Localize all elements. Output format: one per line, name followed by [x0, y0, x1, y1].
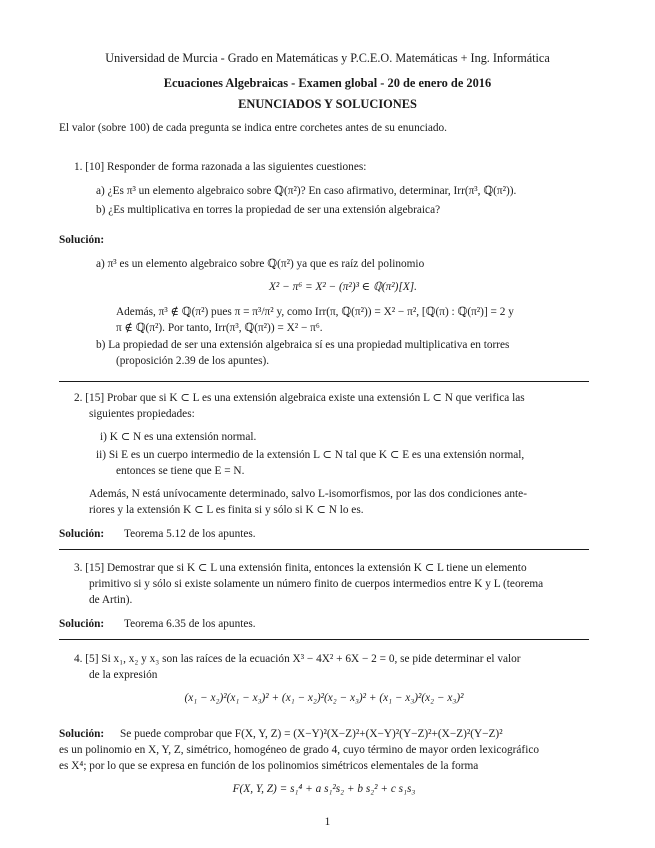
institution-header: Universidad de Murcia - Grado en Matemáticas y P.C.E.O. Matemáticas + Ing. Informática	[105, 51, 550, 65]
q2-solution-label: Solución:	[59, 528, 105, 540]
q1-solution-b-line2: (proposición 2.39 de los apuntes).	[116, 355, 270, 367]
q4-solution-label: Solución:	[59, 728, 105, 740]
q4-expression: (x₁ − x₂)²(x₁ − x₃)² + (x₁ − x₂)²(x₂ − x₃)² + (x₁ − x₃)²(x₂ − x₃)²	[184, 692, 464, 704]
section-divider	[59, 639, 589, 640]
q2-paragraph-line1: Además, N está unívocamente determinado, salvo L-isomorfismos, por las dos condiciones ante-	[89, 488, 527, 500]
q4-solution-line2: es un polinomio en X, Y, Z, simétrico, homogéneo de grado 4, cuyo término de mayor orden lexicográfico	[59, 744, 539, 756]
page-number: 1	[324, 816, 331, 828]
q2-solution-text: Teorema 5.12 de los apuntes.	[124, 528, 256, 540]
q2-item-ii-line2: entonces se tiene que E = N.	[116, 465, 245, 477]
q1-statement: 1. [10] Responder de forma razonada a las siguientes cuestiones:	[74, 161, 367, 173]
q4-equation-2: F(X, Y, Z) = s₁⁴ + a s₁²s₂ + b s₂² + c s₁s₃	[232, 783, 416, 795]
q4-solution-line3: es X⁴; por lo que se expresa en función de los polinomios simétricos elementales de la forma	[59, 760, 479, 772]
q1-solution-label: Solución:	[59, 234, 105, 246]
q4-solution-line1: Se puede comprobar que F(X, Y, Z) = (X−Y)²(X−Z)²+(X−Y)²(Y−Z)²+(X−Z)²(Y−Z)²	[120, 728, 503, 740]
q1-solution-a-line2: π ∉ ℚ(π²). Por tanto, Irr(π³, ℚ(π²)) = X² − π⁶.	[116, 322, 323, 334]
section-divider	[59, 549, 589, 550]
q3-statement-line1: 3. [15] Demostrar que si K ⊂ L una extensión finita, entonces la extensión K ⊂ L tiene un elemento	[74, 562, 527, 574]
section-divider	[59, 381, 589, 382]
q2-item-i: i) K ⊂ N es una extensión normal.	[100, 431, 257, 443]
q1-solution-a: a) π³ es un elemento algebraico sobre ℚ(π²) ya que es raíz del polinomio	[96, 258, 425, 270]
q2-statement-line2: siguientes propiedades:	[89, 408, 195, 420]
q1-part-a: a) ¿Es π³ un elemento algebraico sobre ℚ(π²)? En caso afirmativo, determinar, Irr(π³, ℚ(π²)).	[96, 185, 517, 197]
q3-statement-line3: de Artin).	[89, 594, 133, 606]
q2-item-ii-line1: ii) Si E es un cuerpo intermedio de la extensión L ⊂ N tal que K ⊂ E es una extensión normal,	[96, 449, 525, 461]
exam-subtitle: ENUNCIADOS Y SOLUCIONES	[238, 97, 417, 111]
intro-text: El valor (sobre 100) de cada pregunta se indica entre corchetes antes de su enunciado.	[59, 122, 448, 134]
q1-solution-b-line1: b) La propiedad de ser una extensión algebraica sí es una propiedad multiplicativa en torres	[96, 339, 510, 351]
q4-statement-line1: 4. [5] Si x₁, x₂ y x₃ son las raíces de la ecuación X³ − 4X² + 6X − 2 = 0, se pide determinar el valor	[74, 653, 521, 665]
q2-statement-line1: 2. [15] Probar que si K ⊂ L es una extensión algebraica existe una extensión L ⊂ N que verifica las	[74, 392, 525, 404]
q3-solution-text: Teorema 6.35 de los apuntes.	[124, 618, 256, 630]
q3-statement-line2: primitivo si y sólo si existe solamente un número finito de cuerpos intermedios entre K y L (teorema	[89, 578, 544, 590]
q1-part-b: b) ¿Es multiplicativa en torres la propiedad de ser una extensión algebraica?	[96, 204, 441, 216]
q4-statement-line2: de la expresión	[89, 669, 158, 681]
exam-title: Ecuaciones Algebraicas - Examen global - 20 de enero de 2016	[163, 76, 492, 90]
q2-paragraph-line2: riores y la extensión K ⊂ L es finita si y sólo si K ⊂ N lo es.	[89, 504, 364, 516]
q1-equation-1: X² − π⁶ = X² − (π²)³ ∈ ℚ(π²)[X].	[269, 281, 417, 293]
q1-solution-a-line1: Además, π³ ∉ ℚ(π²) pues π = π³/π² y, como Irr(π, ℚ(π²)) = X² − π², [ℚ(π) : ℚ(π²)] = 2 y	[116, 306, 514, 318]
q3-solution-label: Solución:	[59, 618, 105, 630]
